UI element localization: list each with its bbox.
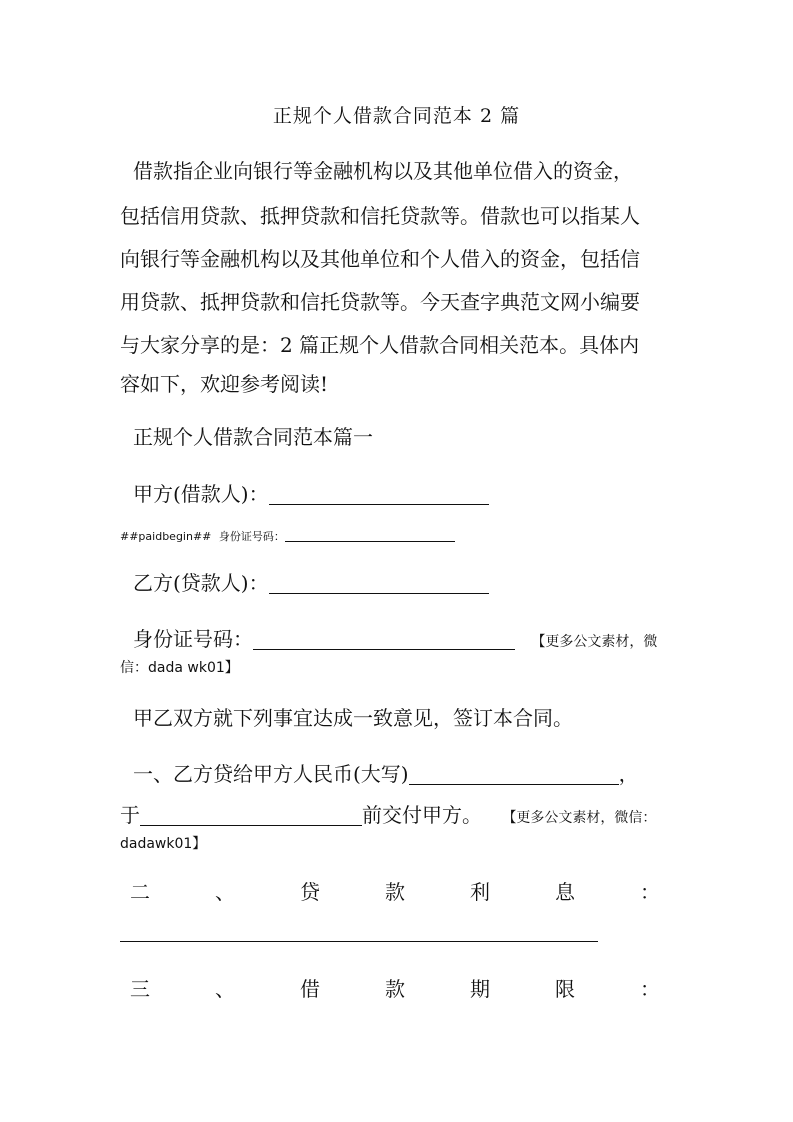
clause-3-char: 期 — [470, 977, 490, 1001]
intro-line-2: 包括信用贷款、抵押贷款和信托贷款等。借款也可以指某人 — [120, 204, 640, 228]
id-small-blank[interactable] — [285, 531, 455, 542]
clause-3-char: 、 — [215, 977, 235, 1001]
promo-text-2a: 【更多公文素材，微信： — [502, 810, 657, 826]
clause-3-char: 借 — [300, 977, 320, 1001]
intro-line-4: 用贷款、抵押贷款和信托贷款等。今天查字典范文网小编要 — [120, 290, 640, 314]
clause-3-char: 限 — [555, 977, 575, 1001]
clause-3-char: ： — [640, 977, 660, 1001]
clause-1-amount-blank[interactable] — [409, 764, 619, 785]
clause-2-char: 款 — [385, 880, 405, 904]
intro-line-5: 与大家分享的是：2 篇正规个人借款合同相关范本。具体内 — [120, 333, 640, 357]
clause-3-heading — [130, 976, 660, 1002]
clause-2-char: ： — [640, 880, 660, 904]
clause-2-blank[interactable] — [120, 941, 598, 942]
promo-text-1b: 信：dada wk01】 — [120, 660, 239, 676]
paid-marker-line — [120, 530, 455, 544]
document-title: 正规个人借款合同范本 2 篇 — [272, 105, 521, 127]
clause-1-line-b — [120, 802, 656, 831]
clause-3-char: 款 — [385, 977, 405, 1001]
promo-text-2b: dadawk01】 — [120, 836, 207, 852]
clause-1-label: 一、乙方贷给甲方人民币(大写) — [133, 762, 409, 786]
section-one-title: 正规个人借款合同范本篇一 — [133, 425, 373, 449]
id-label: 身份证号码： — [133, 627, 253, 651]
party-a-line — [133, 481, 489, 507]
id-small-label: 身份证号码： — [218, 530, 285, 543]
clause-1-date-blank[interactable] — [140, 805, 362, 826]
party-a-label: 甲方(借款人)： — [133, 482, 269, 506]
clause-2-char: 贷 — [300, 880, 320, 904]
intro-line-3: 向银行等金融机构以及其他单位和个人借入的资金，包括信 — [120, 247, 640, 271]
id-line — [133, 626, 657, 655]
clause-2-char: 利 — [470, 880, 490, 904]
party-a-blank[interactable] — [269, 484, 489, 505]
clause-1-suffix: 前交付甲方。 — [362, 803, 482, 827]
clause-2-char: 、 — [215, 880, 235, 904]
clause-1-prefix: 于 — [120, 803, 140, 827]
id-blank[interactable] — [253, 629, 515, 650]
clause-3-char: 三 — [130, 977, 150, 1001]
clause-2-heading — [130, 879, 660, 905]
intro-line-1: 借款指企业向银行等金融机构以及其他单位借入的资金， — [133, 159, 633, 183]
clause-1-line-a — [133, 761, 639, 787]
intro-line-6: 容如下，欢迎参考阅读! — [120, 372, 329, 396]
clause-2-char: 息 — [555, 880, 575, 904]
agreement-line: 甲乙双方就下列事宜达成一致意见，签订本合同。 — [133, 706, 573, 730]
paid-marker: ##paidbegin## — [120, 530, 212, 543]
party-b-blank[interactable] — [269, 573, 489, 594]
clause-2-char: 二 — [130, 880, 150, 904]
promo-text-1a: 【更多公文素材，微 — [531, 634, 658, 650]
party-b-line — [133, 570, 489, 596]
party-b-label: 乙方(贷款人)： — [133, 571, 269, 595]
clause-1-comma: ， — [618, 762, 639, 786]
